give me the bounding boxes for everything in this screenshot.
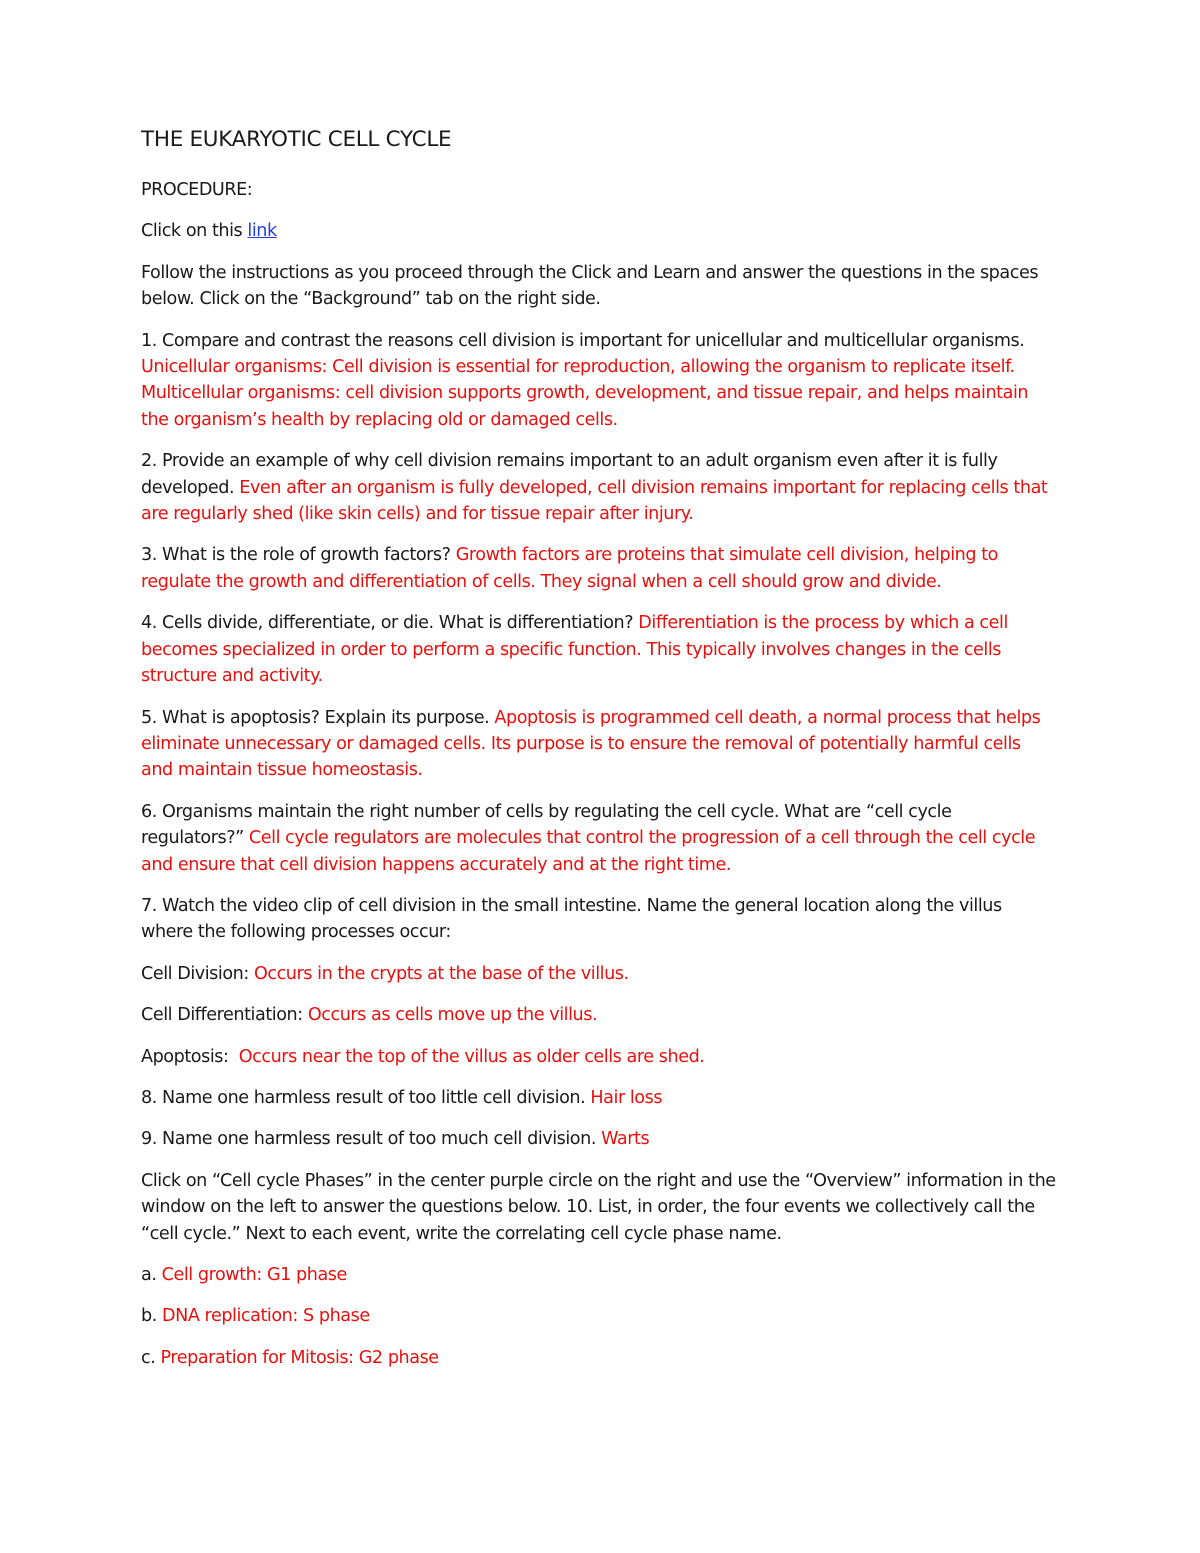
q7-item-label: Cell Differentiation: — [141, 1005, 308, 1026]
q10-item-label: a. — [141, 1265, 162, 1285]
question-1 — [141, 328, 1056, 434]
answer-6: Cell cycle regulators are molecules that control the progression of a cell through the cell cycle and ensure that cell division happens accurately and at the right time. — [141, 828, 1036, 875]
q7-item-cell-differentiation — [141, 1002, 1056, 1028]
q10-item-answer: DNA replication: S phase — [162, 1306, 370, 1327]
procedure-label: PROCEDURE: — [141, 180, 253, 200]
question-4 — [141, 610, 1056, 689]
question-4-text: 4. Cells divide, differentiate, or die. What is differentiation? — [141, 613, 639, 634]
instructions-paragraph: Follow the instructions as you proceed through the Click and Learn and answer the questions in the spaces below. Click on the “Background” tab on the right side. — [141, 262, 1039, 310]
q7-item-cell-division — [141, 961, 1056, 987]
question-3-text: 3. What is the role of growth factors? — [141, 545, 456, 566]
link-paragraph — [141, 218, 1056, 244]
answer-9: Warts — [601, 1129, 650, 1150]
procedure-link[interactable]: link — [247, 221, 277, 242]
question-3 — [141, 542, 1056, 595]
question-7: 7. Watch the video clip of cell division in the small intestine. Name the general location along the villus where the following processes occur: — [141, 895, 1002, 943]
q10-item-label: c. — [141, 1347, 161, 1368]
question-9 — [141, 1126, 1056, 1152]
q10-item-label: b. — [141, 1306, 163, 1327]
question-6-text: 6. Organisms maintain the right number of cells by regulating the cell cycle. What are “cell cycle regulators?” — [141, 801, 952, 849]
q10-item-a — [141, 1262, 1056, 1288]
document-page — [141, 126, 1056, 1386]
question-8-text: 8. Name one harmless result of too little cell division. — [141, 1087, 591, 1108]
q7-item-answer: Occurs as cells move up the villus. — [307, 1005, 598, 1026]
question-2-text: 2. Provide an example of why cell division remains important to an adult organism even after it is fully developed. — [141, 451, 998, 498]
document-title: THE EUKARYOTIC CELL CYCLE — [141, 127, 452, 152]
q10-item-answer: Cell growth: G1 phase — [161, 1265, 347, 1285]
q7-item-answer: Occurs in the crypts at the base of the villus. — [253, 963, 629, 984]
question-6 — [141, 799, 1056, 878]
question-5-text: 5. What is apoptosis? Explain its purpose. — [141, 707, 495, 728]
question-10-intro: Click on “Cell cycle Phases” in the center purple circle on the right and use the “Overview” information in the window on the left to answer the questions below. 10. List, in order, the four events we collectively call the “cell cycle.” Next to each event, write the correlating cell cycle phase name. — [141, 1170, 1056, 1244]
q7-item-label: Cell Division: — [141, 963, 254, 984]
question-5 — [141, 705, 1056, 784]
answer-2: Even after an organism is fully developed, cell division remains important for replacing cells that are regularly shed (like skin cells) and for tissue repair after injury. — [141, 477, 1048, 525]
question-1-text: 1. Compare and contrast the reasons cell division is important for unicellular and multicellular organisms. — [141, 330, 1025, 351]
answer-8: Hair loss — [590, 1087, 663, 1108]
question-2 — [141, 448, 1056, 527]
answer-5: Apoptosis is programmed cell death, a normal process that helps eliminate unnecessary or damaged cells. Its purpose is to ensure the removal of potentially harmful cells and maintain tissue homeostasis. — [141, 707, 1041, 781]
q10-item-b — [141, 1303, 1056, 1329]
link-prefix: Click on this — [141, 221, 248, 242]
q10-item-answer: Preparation for Mitosis: G2 phase — [160, 1347, 439, 1368]
answer-3: Growth factors are proteins that simulate cell division, helping to regulate the growth and differentiation of cells. They signal when a cell should grow and divide. — [141, 545, 998, 592]
q7-item-answer: Occurs near the top of the villus as older cells are shed. — [238, 1046, 705, 1067]
answer-4: Differentiation is the process by which a cell becomes specialized in order to perform a specific function. This typically involves changes in the cells structure and activity. — [141, 613, 1008, 687]
answer-1: Unicellular organisms: Cell division is essential for reproduction, allowing the organism to replicate itself. Multicellular organisms: cell division supports growth, development, and tissue repair, and helps maintain the organism’s health by replacing old or damaged cells. — [141, 357, 1029, 430]
q7-item-label: Apoptosis: — [141, 1046, 239, 1067]
question-8 — [141, 1085, 1056, 1111]
q10-item-c — [141, 1345, 1056, 1371]
question-9-text: 9. Name one harmless result of too much cell division. — [141, 1129, 602, 1150]
q7-item-apoptosis — [141, 1044, 1056, 1070]
